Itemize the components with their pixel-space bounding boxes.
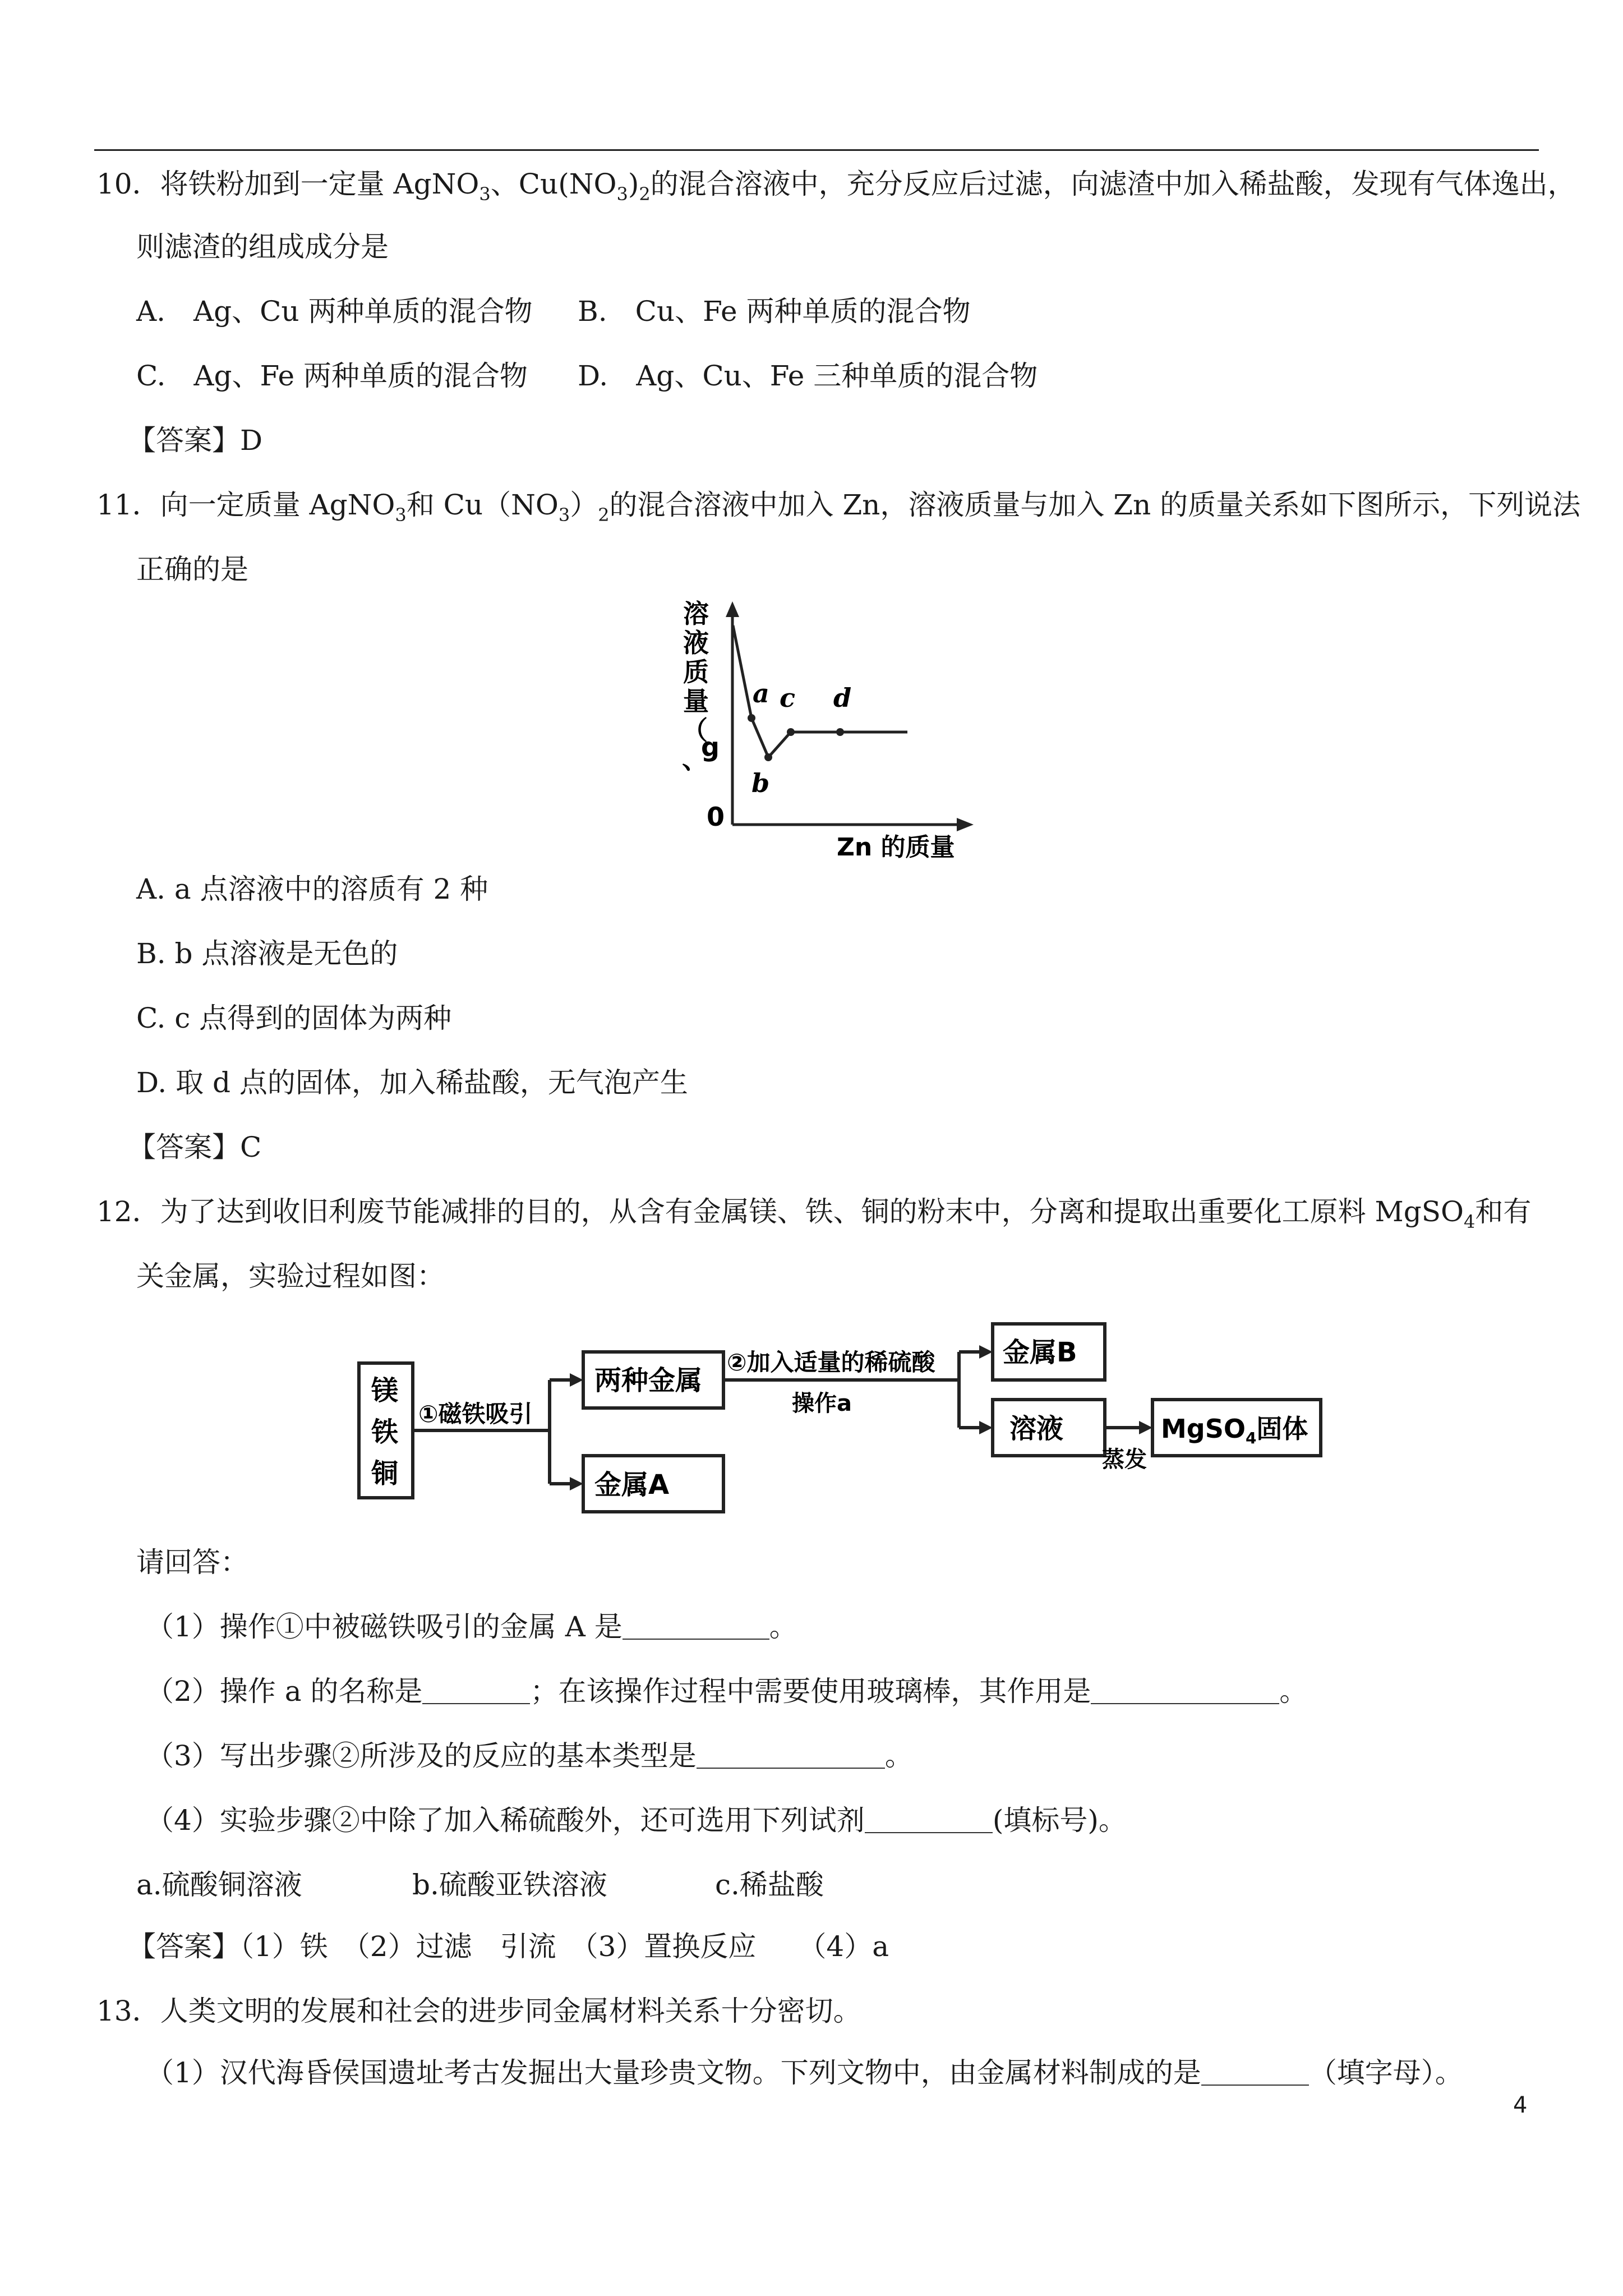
metal-a-label: 金属A [594, 1469, 670, 1501]
box-label-fe: 铁 [371, 1416, 399, 1448]
answer-blank-3[interactable] [697, 1743, 885, 1769]
point-label-d: d [833, 683, 852, 713]
q10-option-c: C. Ag、Fe 两种单质的混合物 [136, 360, 528, 392]
page-number: 4 [1513, 2092, 1528, 2118]
q11-option-a: A. a 点溶液中的溶质有 2 种 [136, 873, 488, 905]
q10-option-a: A. Ag、Cu 两种单质的混合物 [136, 295, 533, 328]
point-marker-d [836, 728, 844, 736]
q12-answer: 【答案】（1）铁 （2）过滤 引流 （3）置换反应 （4）a [128, 1930, 889, 1963]
mgso4-solid-label: MgSO$_4$固体 [1161, 1414, 1308, 1447]
experiment-flowchart [348, 1310, 1324, 1534]
y-axis-label-char-1: 溶 [683, 599, 709, 629]
point-label-a: a [753, 678, 769, 708]
q12-part3: （3）写出步骤②所涉及的反应的基本类型是 。 [146, 1740, 913, 1772]
q12-choice-b: b.硫酸亚铁溶液 [412, 1869, 607, 1901]
y-axis-label-char-6: g [701, 732, 720, 762]
q12-choice-a: a.硫酸铜溶液 [136, 1869, 302, 1901]
header-rule [94, 149, 1539, 151]
point-label-c: c [780, 683, 796, 713]
q12-stem-line1: 12．为了达到收旧利废节能减排的目的，从含有金属镁、铁、铜的粉末中，分离和提取出重要化工原料 MgSO$_4$和有 [96, 1195, 1532, 1232]
answer-blank-4[interactable] [865, 1807, 993, 1833]
q12-part2: （2）操作 a 的名称是 ；在该操作过程中需要使用玻璃棒，其作用是 。 [146, 1675, 1308, 1708]
q11-option-c: C. c 点得到的固体为两种 [136, 1002, 452, 1034]
y-axis-label-char-3: 质 [683, 657, 709, 687]
y-axis-label-char-2: 液 [683, 628, 709, 658]
step2-label: ②加入适量的稀硫酸 [727, 1349, 935, 1376]
q11-option-d: D. 取 d 点的固体，加入稀盐酸，无气泡产生 [136, 1066, 688, 1099]
q10-stem-line2: 则滤渣的组成成分是 [136, 231, 389, 263]
arrowhead-solution [979, 1421, 993, 1434]
q12-stem-line2: 关金属，实验过程如图： [136, 1260, 445, 1292]
q13-part1: （1）汉代海昏侯国遗址考古发掘出大量珍贵文物。下列文物中，由金属材料制成的是 （填字母）。 [146, 2056, 1463, 2089]
x-axis-arrow [957, 818, 974, 831]
solution-label: 溶液 [1009, 1413, 1064, 1444]
arrowhead-metal-b [979, 1345, 993, 1359]
point-marker-a [748, 714, 755, 722]
step1-label: ①磁铁吸引 [418, 1400, 533, 1428]
point-label-b: b [751, 768, 770, 798]
q10-option-b: B. Cu、Fe 两种单质的混合物 [578, 295, 971, 328]
origin-label: 0 [707, 802, 725, 832]
q12-choice-c: c.稀盐酸 [715, 1869, 824, 1901]
q11-stem-line1: 11．向一定质量 AgNO$_3$和 $Cu(NO_3)_2$的混合溶液中加入 Zn，溶液质量与加入 Zn 的质量关系如下图所示，下列说法 [96, 489, 1581, 526]
q11-stem-line2: 正确的是 [136, 553, 248, 586]
q12-prompt: 请回答： [136, 1546, 248, 1579]
answer-blank-2a[interactable] [422, 1678, 530, 1704]
x-axis-label: Zn 的质量 [837, 833, 955, 858]
solution-mass-graph [679, 595, 993, 858]
y-axis-arrow [726, 601, 739, 617]
two-metals-label: 两种金属 [594, 1365, 703, 1396]
box-label-mg: 镁 [371, 1375, 399, 1406]
arrowhead-two-metals [570, 1373, 583, 1387]
y-axis-label-char-5: （ [682, 715, 708, 746]
point-marker-c [787, 728, 795, 736]
y-axis-label-char-4: 量 [683, 686, 709, 716]
q10-stem-line1: 10．将铁粉加到一定量 AgNO$_3$、$Cu(NO_3)_2$的混合溶液中，充分反应后过滤，向滤渣中加入稀盐酸，发现有气体逸出， [96, 168, 1576, 205]
operation-a-label: 操作a [792, 1391, 852, 1416]
answer-blank-2b[interactable] [1091, 1678, 1279, 1704]
q10-answer: 【答案】D [128, 424, 263, 457]
q11-answer: 【答案】C [128, 1131, 262, 1163]
q11-option-b: B. b 点溶液是无色的 [136, 937, 398, 970]
y-axis-label-char-7: 、 [682, 744, 708, 775]
box-label-cu: 铜 [371, 1458, 399, 1489]
point-marker-b [764, 753, 772, 761]
arrowhead-metal-a [570, 1477, 583, 1490]
answer-blank-1[interactable] [623, 1614, 769, 1640]
q12-part4: （4）实验步骤②中除了加入稀硫酸外，还可选用下列试剂 (填标号)。 [146, 1804, 1127, 1837]
q13-stem-line1: 13．人类文明的发展和社会的进步同金属材料关系十分密切。 [96, 1995, 861, 2027]
evaporate-label: 蒸发 [1102, 1447, 1147, 1473]
metal-b-label: 金属B [1003, 1337, 1077, 1368]
answer-blank-13-1[interactable] [1201, 2060, 1309, 2086]
q12-part1: （1）操作①中被磁铁吸引的金属 A 是 。 [146, 1611, 797, 1643]
q10-option-d: D. Ag、Cu、Fe 三种单质的混合物 [578, 360, 1038, 392]
arrowhead-mgso4 [1139, 1421, 1152, 1434]
